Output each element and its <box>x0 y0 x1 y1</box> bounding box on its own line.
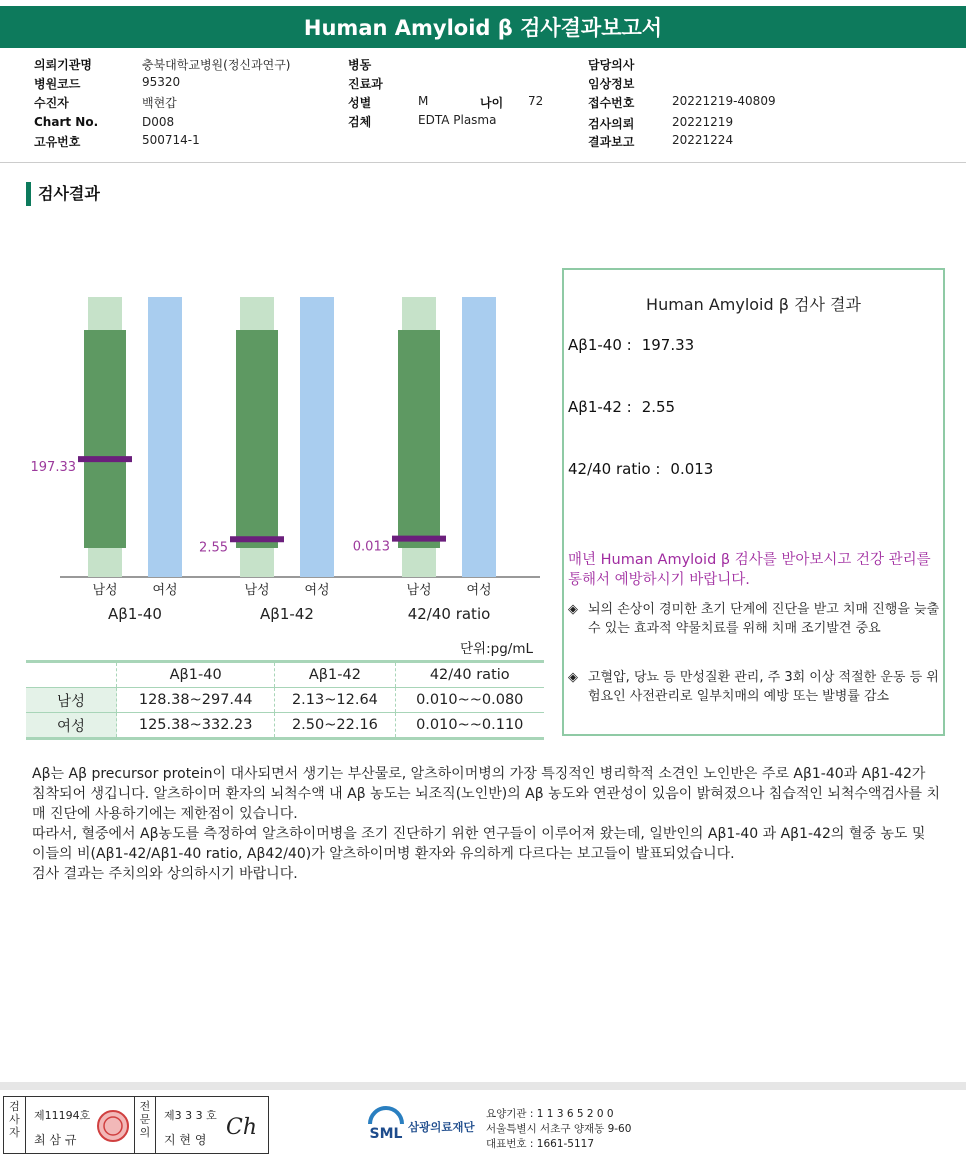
table-header-row <box>26 662 544 688</box>
bar-sex-label: 여성 <box>304 583 330 598</box>
table-cell: 128.38~297.44 <box>117 688 275 713</box>
summary-value: 197.33 <box>641 336 695 354</box>
description-paragraph: 따라서, 혈중에서 Aβ농도를 측정하여 알츠하이머병을 조기 진단하기 위한 연구들이 이루어져 왔는데, 일반인의 Aβ1-40 과 Aβ1-42의 혈중 농도 및 이들의 비(Aβ1-42/Aβ1-40 ratio, Aβ42/40)가 알츠하이머병 환자와 유의하게 다르다는 보고들이 발표되었습니다. <box>32 826 926 862</box>
group-label: Aβ1-42 <box>260 605 314 623</box>
info-value: 20221219 <box>672 115 734 129</box>
logo-text: SML <box>369 1126 403 1142</box>
info-value: M <box>418 94 429 108</box>
signature-box <box>3 1096 269 1154</box>
info-value: 20221219-40809 <box>672 94 776 108</box>
info-value: 500714-1 <box>142 133 200 147</box>
address: 서울특별시 서초구 양재동 9-60 <box>486 1123 632 1135</box>
sml-logo-icon <box>366 1104 406 1146</box>
age-label: 나이 <box>480 96 504 110</box>
result-value-label: 0.013 <box>352 539 390 555</box>
info-label: 의뢰기관명 <box>34 58 92 72</box>
table-row-header: 여성 <box>26 713 117 739</box>
diamond-bullet-icon: ◈ <box>568 670 578 685</box>
bullet-item <box>568 668 940 706</box>
table-row <box>26 713 544 739</box>
info-label: 검사의뢰 <box>588 117 635 131</box>
summary-line <box>568 460 713 478</box>
male-range-bar <box>398 330 440 548</box>
bullet-text: 고혈압, 당뇨 등 만성질환 관리, 주 3회 이상 적절한 운동 등 위험요인 사전관리로 일부치매의 예방 또는 발병률 감소 <box>588 670 939 704</box>
examiner-name: 최 삼 규 <box>34 1133 77 1147</box>
bullet-item <box>568 600 940 638</box>
info-value: 백현갑 <box>142 96 177 110</box>
bar-sex-label: 여성 <box>152 583 178 598</box>
signature-icon: Ch <box>226 1115 258 1140</box>
patient-info <box>0 48 966 163</box>
table-cell: 2.13~12.64 <box>275 688 395 713</box>
amyloid-chart <box>0 280 560 630</box>
unit-label: 단위:pg/mL <box>460 641 533 657</box>
summary-title: Human Amyloid β 검사 결과 <box>646 295 861 314</box>
examiner-label: 검사자 <box>4 1097 26 1153</box>
specialist-no: 제3 3 3 호 <box>164 1109 217 1122</box>
info-value: 95320 <box>142 75 181 89</box>
org-name: 삼광의료재단 <box>408 1120 475 1134</box>
table-cell: 2.50~22.16 <box>275 713 395 739</box>
footer-divider <box>0 1082 966 1090</box>
info-label: 성별 <box>348 96 372 110</box>
summary-label: 42/40 ratio : <box>568 460 661 478</box>
table-cell: 0.010~~0.080 <box>395 688 544 713</box>
advice-text: 매년 Human Amyloid β 검사를 받아보시고 건강 관리를 통해서 예방하시기 바랍니다. <box>568 552 931 588</box>
male-range-bar <box>84 330 126 548</box>
table-header: Aβ1-40 <box>117 662 275 688</box>
table-cell: 0.010~~0.110 <box>395 713 544 739</box>
group-label: Aβ1-40 <box>108 605 162 623</box>
info-label: 임상정보 <box>588 77 635 91</box>
specialist-label: 전문의 <box>134 1097 156 1153</box>
info-value: 충북대학교병원(정신과연구) <box>142 58 291 72</box>
section-title: 검사결과 <box>26 182 100 206</box>
summary-label: Aβ1-40 : <box>568 336 632 354</box>
female-range-bar <box>300 297 334 577</box>
reference-table <box>26 660 544 740</box>
info-label: 결과보고 <box>588 135 635 149</box>
info-label: 검체 <box>348 115 372 129</box>
info-label: 담당의사 <box>588 58 635 72</box>
info-label: 병동 <box>348 58 372 72</box>
specialist-name: 지 현 영 <box>164 1133 207 1147</box>
description-paragraph: Aβ는 Aβ precursor protein이 대사되면서 생기는 부산물로, 알츠하이머병의 가장 특징적인 병리학적 소견인 노인반은 주로 Aβ1-40과 Aβ1-42가 침착되어 생깁니다. 알츠하이머 환자의 뇌척수액 내 Aβ 농도는 뇌조직(노인반)의 Aβ 농도와 연관성이 있음이 밝혀졌으나 침습적인 뇌척수액검사를 치매 진단에 사용하기에는 제한점이 있습니다. <box>32 766 940 822</box>
info-label: 진료과 <box>348 77 383 91</box>
summary-label: Aβ1-42 : <box>568 398 632 416</box>
institution-code: 요양기관 : 1 1 3 6 5 2 0 0 <box>486 1108 614 1120</box>
male-range-bar <box>236 330 278 548</box>
summary-line <box>568 398 675 416</box>
bar-sex-label: 남성 <box>406 583 432 598</box>
red-seal-icon <box>96 1109 130 1143</box>
report-title: Human Amyloid β 검사결과보고서 <box>0 6 966 48</box>
bar-sex-label: 남성 <box>92 583 118 598</box>
bullet-text: 뇌의 손상이 경미한 초기 단계에 진단을 받고 치매 진행을 늦출 수 있는 효과적 약물치료를 위해 치매 조기발견 중요 <box>588 602 940 636</box>
info-label: 고유번호 <box>34 135 81 149</box>
info-label: 수진자 <box>34 96 69 110</box>
summary-line <box>568 336 694 354</box>
result-value-label: 2.55 <box>199 540 228 556</box>
summary-value: 2.55 <box>641 398 676 416</box>
bar-sex-label: 남성 <box>244 583 270 598</box>
bar-sex-label: 여성 <box>466 583 492 598</box>
female-range-bar <box>148 297 182 577</box>
diamond-bullet-icon: ◈ <box>568 602 578 617</box>
info-value: D008 <box>142 115 175 129</box>
table-cell: 125.38~332.23 <box>117 713 275 739</box>
table-header: Aβ1-42 <box>275 662 395 688</box>
age-value: 72 <box>528 94 544 108</box>
summary-box <box>562 268 945 736</box>
description <box>32 764 942 884</box>
description-paragraph: 검사 결과는 주치의와 상의하시기 바랍니다. <box>32 866 298 882</box>
result-value-label: 197.33 <box>30 460 76 476</box>
group-label: 42/40 ratio <box>407 605 491 623</box>
summary-value: 0.013 <box>670 460 714 478</box>
female-range-bar <box>462 297 496 577</box>
info-label: 병원코드 <box>34 77 81 91</box>
info-value: 20221224 <box>672 133 734 147</box>
examiner-no: 제11194호 <box>34 1109 91 1122</box>
table-header: 42/40 ratio <box>395 662 544 688</box>
info-label: 접수번호 <box>588 96 635 110</box>
info-label: Chart No. <box>34 115 99 129</box>
table-row <box>26 688 544 713</box>
table-header <box>26 662 117 688</box>
info-value: EDTA Plasma <box>418 113 497 127</box>
phone: 대표번호 : 1661-5117 <box>486 1138 595 1150</box>
table-row-header: 남성 <box>26 688 117 713</box>
